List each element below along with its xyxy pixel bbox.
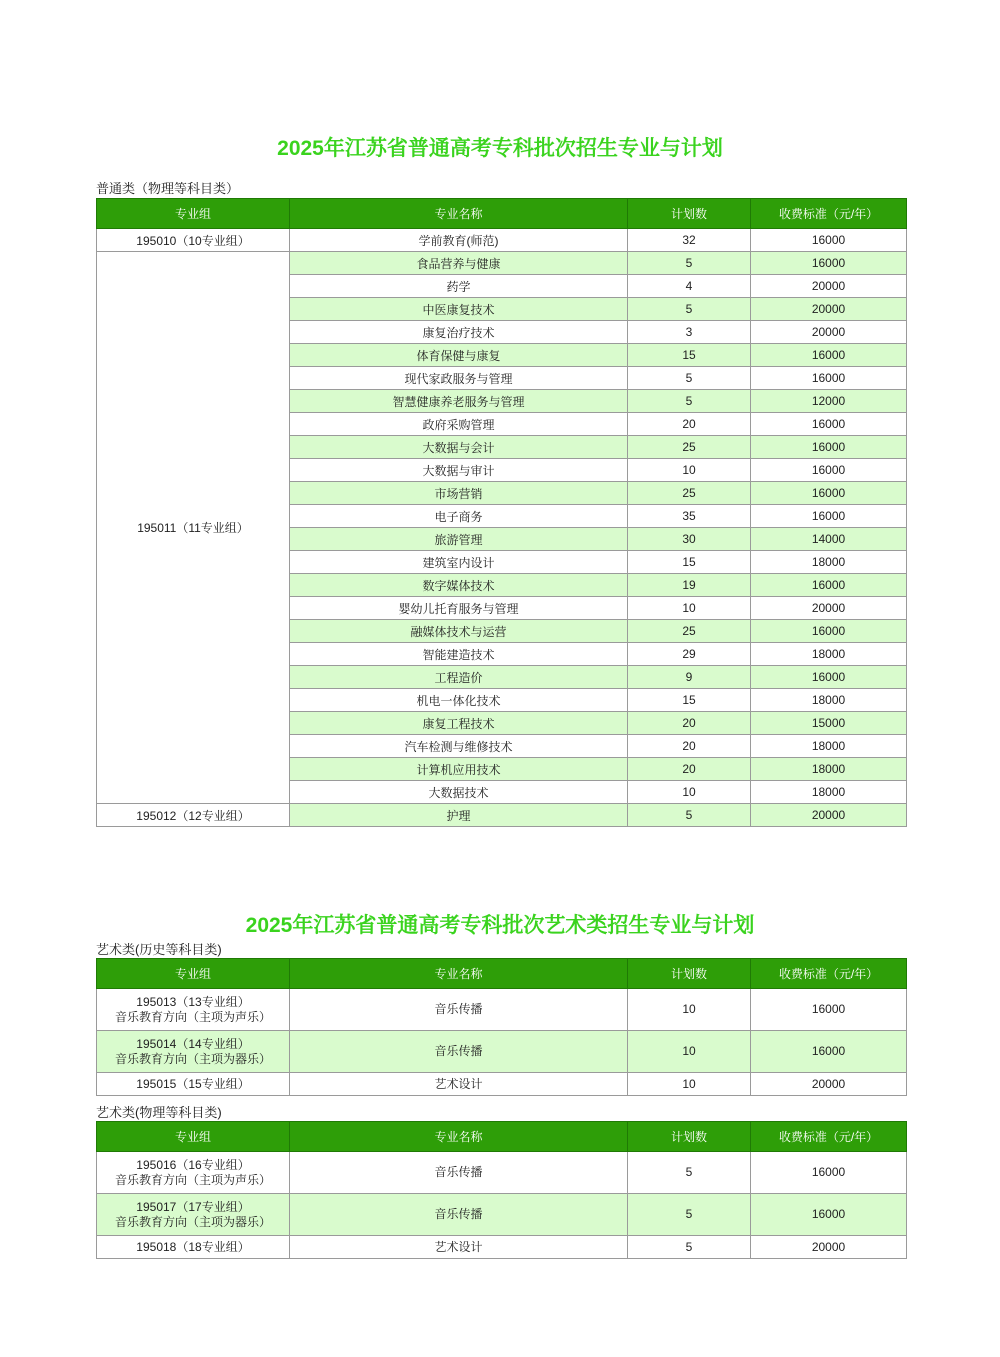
plan-cell: 5 bbox=[628, 1152, 751, 1194]
group-cell bbox=[97, 1152, 290, 1194]
col-header-fee: 收费标准（元/年） bbox=[751, 959, 907, 989]
fee-cell: 20000 bbox=[751, 321, 907, 344]
fee-cell: 16000 bbox=[751, 252, 907, 275]
fee-cell: 16000 bbox=[751, 989, 907, 1031]
plan-cell: 3 bbox=[628, 321, 751, 344]
art-page-title: 2025年江苏省普通高考专科批次艺术类招生专业与计划 bbox=[245, 914, 755, 937]
name-cell: 婴幼儿托育服务与管理 bbox=[290, 597, 628, 620]
name-cell: 艺术设计 bbox=[290, 1073, 628, 1096]
name-cell: 建筑室内设计 bbox=[290, 551, 628, 574]
fee-cell: 16000 bbox=[751, 344, 907, 367]
plan-cell: 10 bbox=[628, 1073, 751, 1096]
name-cell: 学前教育(师范) bbox=[290, 229, 628, 252]
fee-cell: 16000 bbox=[751, 574, 907, 597]
fee-cell: 14000 bbox=[751, 528, 907, 551]
name-cell: 现代家政服务与管理 bbox=[290, 367, 628, 390]
fee-cell: 16000 bbox=[751, 666, 907, 689]
fee-cell: 16000 bbox=[751, 1194, 907, 1236]
col-header-plan: 计划数 bbox=[628, 1122, 751, 1152]
name-cell: 融媒体技术与运营 bbox=[290, 620, 628, 643]
plan-cell: 29 bbox=[628, 643, 751, 666]
fee-cell: 16000 bbox=[751, 1152, 907, 1194]
col-header-major: 专业名称 bbox=[290, 199, 628, 229]
general-plan-table bbox=[96, 198, 907, 827]
group-code: 195017（17专业组） bbox=[136, 1199, 250, 1214]
name-cell: 音乐传播 bbox=[290, 1031, 628, 1073]
col-header-major: 专业名称 bbox=[290, 1122, 628, 1152]
page-title: 2025年江苏省普通高考专科批次招生专业与计划 bbox=[277, 137, 723, 160]
group-cell: 195011（11专业组） bbox=[97, 252, 290, 804]
table-row bbox=[97, 1031, 907, 1073]
plan-cell: 5 bbox=[628, 804, 751, 827]
name-cell: 机电一体化技术 bbox=[290, 689, 628, 712]
name-cell: 旅游管理 bbox=[290, 528, 628, 551]
group-cell bbox=[97, 989, 290, 1031]
name-cell: 智慧健康养老服务与管理 bbox=[290, 390, 628, 413]
plan-cell: 32 bbox=[628, 229, 751, 252]
group-cell bbox=[97, 1236, 290, 1259]
col-header-plan: 计划数 bbox=[628, 959, 751, 989]
plan-cell: 19 bbox=[628, 574, 751, 597]
name-cell: 护理 bbox=[290, 804, 628, 827]
group-cell: 195010（10专业组） bbox=[97, 229, 290, 252]
fee-cell: 18000 bbox=[751, 689, 907, 712]
table-row bbox=[97, 1236, 907, 1259]
name-cell: 康复治疗技术 bbox=[290, 321, 628, 344]
art-history-table bbox=[96, 958, 907, 1096]
art-physics-table bbox=[96, 1121, 907, 1259]
plan-cell: 20 bbox=[628, 758, 751, 781]
fee-cell: 16000 bbox=[751, 505, 907, 528]
plan-cell: 5 bbox=[628, 298, 751, 321]
plan-cell: 25 bbox=[628, 620, 751, 643]
table-row bbox=[97, 989, 907, 1031]
fee-cell: 20000 bbox=[751, 1236, 907, 1259]
name-cell: 市场营销 bbox=[290, 482, 628, 505]
fee-cell: 20000 bbox=[751, 597, 907, 620]
name-cell: 大数据与审计 bbox=[290, 459, 628, 482]
group-code: 195015（15专业组） bbox=[136, 1076, 250, 1091]
plan-cell: 30 bbox=[628, 528, 751, 551]
group-cell bbox=[97, 1194, 290, 1236]
plan-cell: 10 bbox=[628, 597, 751, 620]
group-code: 195018（18专业组） bbox=[136, 1239, 250, 1254]
plan-cell: 15 bbox=[628, 689, 751, 712]
col-header-group: 专业组 bbox=[97, 959, 290, 989]
table-subtitle: 普通类（物理等科目类） bbox=[96, 181, 240, 196]
name-cell: 中医康复技术 bbox=[290, 298, 628, 321]
group-cell bbox=[97, 1031, 290, 1073]
col-header-fee: 收费标准（元/年） bbox=[751, 1122, 907, 1152]
plan-cell: 4 bbox=[628, 275, 751, 298]
group-direction: 音乐教育方向（主项为器乐） bbox=[114, 1051, 271, 1066]
table-subtitle: 艺术类(历史等科目类) bbox=[96, 942, 222, 957]
group-direction: 音乐教育方向（主项为声乐） bbox=[114, 1172, 271, 1187]
col-header-major: 专业名称 bbox=[290, 959, 628, 989]
fee-cell: 18000 bbox=[751, 735, 907, 758]
plan-cell: 10 bbox=[628, 1031, 751, 1073]
plan-cell: 5 bbox=[628, 1194, 751, 1236]
name-cell: 音乐传播 bbox=[290, 1194, 628, 1236]
group-code: 195013（13专业组） bbox=[136, 994, 250, 1009]
name-cell: 汽车检测与维修技术 bbox=[290, 735, 628, 758]
name-cell: 政府采购管理 bbox=[290, 413, 628, 436]
group-direction: 音乐教育方向（主项为器乐） bbox=[114, 1214, 271, 1229]
fee-cell: 16000 bbox=[751, 367, 907, 390]
fee-cell: 18000 bbox=[751, 643, 907, 666]
group-code: 195016（16专业组） bbox=[136, 1157, 250, 1172]
table-row bbox=[97, 252, 907, 275]
name-cell: 音乐传播 bbox=[290, 1152, 628, 1194]
name-cell: 大数据技术 bbox=[290, 781, 628, 804]
group-cell bbox=[97, 1073, 290, 1096]
fee-cell: 18000 bbox=[751, 758, 907, 781]
plan-cell: 35 bbox=[628, 505, 751, 528]
group-direction: 音乐教育方向（主项为声乐） bbox=[114, 1009, 271, 1024]
plan-cell: 15 bbox=[628, 344, 751, 367]
plan-cell: 10 bbox=[628, 459, 751, 482]
table-row bbox=[97, 229, 907, 252]
name-cell: 工程造价 bbox=[290, 666, 628, 689]
fee-cell: 16000 bbox=[751, 1031, 907, 1073]
name-cell: 食品营养与健康 bbox=[290, 252, 628, 275]
plan-cell: 20 bbox=[628, 413, 751, 436]
plan-cell: 20 bbox=[628, 735, 751, 758]
fee-cell: 16000 bbox=[751, 413, 907, 436]
table-row bbox=[97, 1194, 907, 1236]
plan-cell: 5 bbox=[628, 390, 751, 413]
fee-cell: 15000 bbox=[751, 712, 907, 735]
fee-cell: 20000 bbox=[751, 275, 907, 298]
fee-cell: 12000 bbox=[751, 390, 907, 413]
group-code: 195014（14专业组） bbox=[136, 1036, 250, 1051]
fee-cell: 20000 bbox=[751, 298, 907, 321]
fee-cell: 20000 bbox=[751, 1073, 907, 1096]
name-cell: 智能建造技术 bbox=[290, 643, 628, 666]
table-row bbox=[97, 804, 907, 827]
plan-cell: 10 bbox=[628, 989, 751, 1031]
name-cell: 体育保健与康复 bbox=[290, 344, 628, 367]
fee-cell: 16000 bbox=[751, 620, 907, 643]
table-row bbox=[97, 1073, 907, 1096]
plan-cell: 25 bbox=[628, 482, 751, 505]
plan-cell: 5 bbox=[628, 1236, 751, 1259]
fee-cell: 18000 bbox=[751, 551, 907, 574]
fee-cell: 20000 bbox=[751, 804, 907, 827]
col-header-group: 专业组 bbox=[97, 1122, 290, 1152]
plan-cell: 15 bbox=[628, 551, 751, 574]
name-cell: 计算机应用技术 bbox=[290, 758, 628, 781]
fee-cell: 16000 bbox=[751, 459, 907, 482]
name-cell: 大数据与会计 bbox=[290, 436, 628, 459]
plan-cell: 25 bbox=[628, 436, 751, 459]
table-subtitle: 艺术类(物理等科目类) bbox=[96, 1105, 222, 1120]
name-cell: 康复工程技术 bbox=[290, 712, 628, 735]
col-header-group: 专业组 bbox=[97, 199, 290, 229]
fee-cell: 16000 bbox=[751, 229, 907, 252]
col-header-fee: 收费标准（元/年） bbox=[751, 199, 907, 229]
table-row bbox=[97, 1152, 907, 1194]
fee-cell: 16000 bbox=[751, 482, 907, 505]
group-cell: 195012（12专业组） bbox=[97, 804, 290, 827]
fee-cell: 16000 bbox=[751, 436, 907, 459]
col-header-plan: 计划数 bbox=[628, 199, 751, 229]
plan-cell: 20 bbox=[628, 712, 751, 735]
plan-cell: 5 bbox=[628, 252, 751, 275]
plan-cell: 5 bbox=[628, 367, 751, 390]
plan-cell: 9 bbox=[628, 666, 751, 689]
fee-cell: 18000 bbox=[751, 781, 907, 804]
name-cell: 药学 bbox=[290, 275, 628, 298]
name-cell: 音乐传播 bbox=[290, 989, 628, 1031]
plan-cell: 10 bbox=[628, 781, 751, 804]
name-cell: 电子商务 bbox=[290, 505, 628, 528]
name-cell: 数字媒体技术 bbox=[290, 574, 628, 597]
name-cell: 艺术设计 bbox=[290, 1236, 628, 1259]
